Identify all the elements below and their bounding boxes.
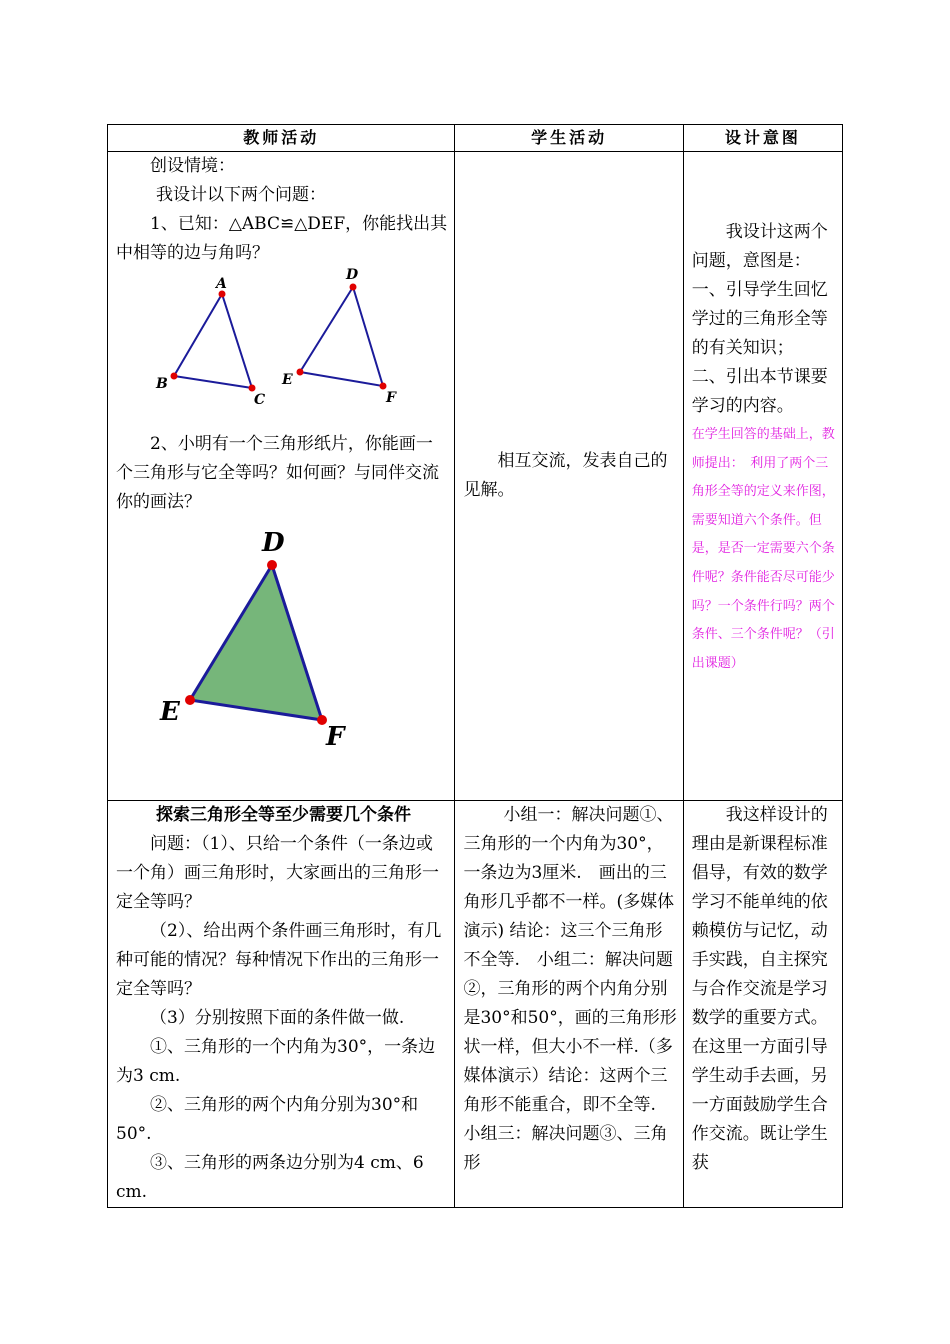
- paper-label-d: D: [262, 528, 285, 558]
- condition-1: ①、三角形的一个内角为30°，一条边为3 cm.: [116, 1037, 436, 1086]
- situation-heading: 创设情境：: [150, 156, 235, 176]
- design-intent-2: 二、引出本节课要学习的内容。: [691, 367, 828, 416]
- teacher-prompt-note: 在学生回答的基础上，教师提出： 利用了两个三角形全等的定义来作图，需要知道六个条件。但是，是否一定需要六个条件呢？条件能否尽可能少吗？一个条件行吗？两个条件、三个条件呢？（引出课题）: [691, 427, 835, 671]
- cell-student-situation: [455, 152, 683, 801]
- group-findings: 小组一：解决问题①、 三角形的一个内角为30°，一条边为3厘米. 画出的三角形几乎都不一样。(多媒体演示) 结论：这三个三角形不全等. 小组二：解决问题②，三角形的两个内角分别是30°和50°，画的三角形形状一样，但大小不一样.（多媒体演示）结论：这两个三角形不能重合，即不全等. 小组三：解决问题③、三角形: [463, 805, 677, 1173]
- triangle-def-paper-figure: [108, 517, 455, 747]
- row-situation: [108, 152, 843, 801]
- student-response-1: 相互交流，发表自己的见解。: [463, 451, 668, 500]
- question-2: 2、小明有一个三角形纸片，你能画一个三角形与它全等吗？如何画？与同伴交流你的画法？: [116, 434, 439, 512]
- lesson-plan-table: [107, 124, 843, 1208]
- cell-teacher-explore: [108, 801, 455, 1208]
- cell-student-explore: [455, 801, 683, 1208]
- design-rationale: 我这样设计的理由是新课程标准倡导，有效的数学学习不能单纯的依赖模仿与记忆，动手实践，自主探究与合作交流是学习数学的重要方式。在这里一方面引导学生动手去画，另一方面鼓励学生合作交流。既让学生获: [691, 805, 828, 1173]
- cell-design-explore: [683, 801, 842, 1208]
- condition-3: ③、三角形的两条边分别为4 cm、6 cm.: [116, 1153, 424, 1202]
- explore-q3: （3）分别按照下面的条件做一做.: [150, 1008, 405, 1028]
- paper-label-e: E: [160, 697, 180, 727]
- label-c: C: [254, 392, 266, 408]
- row-explore: [108, 801, 843, 1208]
- explore-q2: （2）、给出两个条件画三角形时，有几种可能的情况？每种情况下作出的三角形一定全等吗？: [116, 921, 442, 999]
- header-teacher: 教师活动: [108, 125, 455, 152]
- header-student: 学生活动: [455, 125, 683, 152]
- label-a: A: [216, 276, 227, 292]
- explore-q1: 问题：（1）、只给一个条件（一条边或一个角）画三角形时，大家画出的三角形一定全等吗？: [116, 834, 439, 912]
- question-1: 1、已知：△ABC≌△DEF，你能找出其中相等的边与角吗？: [116, 214, 448, 263]
- label-b: B: [156, 376, 168, 392]
- label-e: E: [282, 372, 293, 388]
- design-intent-1: 我设计这两个问题，意图是：一、引导学生回忆学过的三角形全等的有关知识；: [691, 222, 828, 358]
- explore-title: 探索三角形全等至少需要几个条件: [156, 805, 411, 825]
- label-f: F: [386, 390, 396, 406]
- cell-design-situation: [683, 152, 842, 801]
- paper-label-f: F: [326, 722, 345, 747]
- label-d: D: [346, 268, 359, 283]
- triangle-abc: [155, 276, 265, 408]
- situation-intro: 我设计以下两个问题：: [156, 185, 326, 205]
- header-design: 设计意图: [683, 125, 842, 152]
- cell-teacher-situation: [108, 152, 455, 801]
- triangles-abc-def-figure: [108, 268, 455, 418]
- condition-2: ②、三角形的两个内角分别为30°和50°.: [116, 1095, 419, 1144]
- triangle-def-small: [281, 268, 397, 406]
- paper-triangle: [190, 565, 322, 720]
- header-row: [108, 125, 843, 152]
